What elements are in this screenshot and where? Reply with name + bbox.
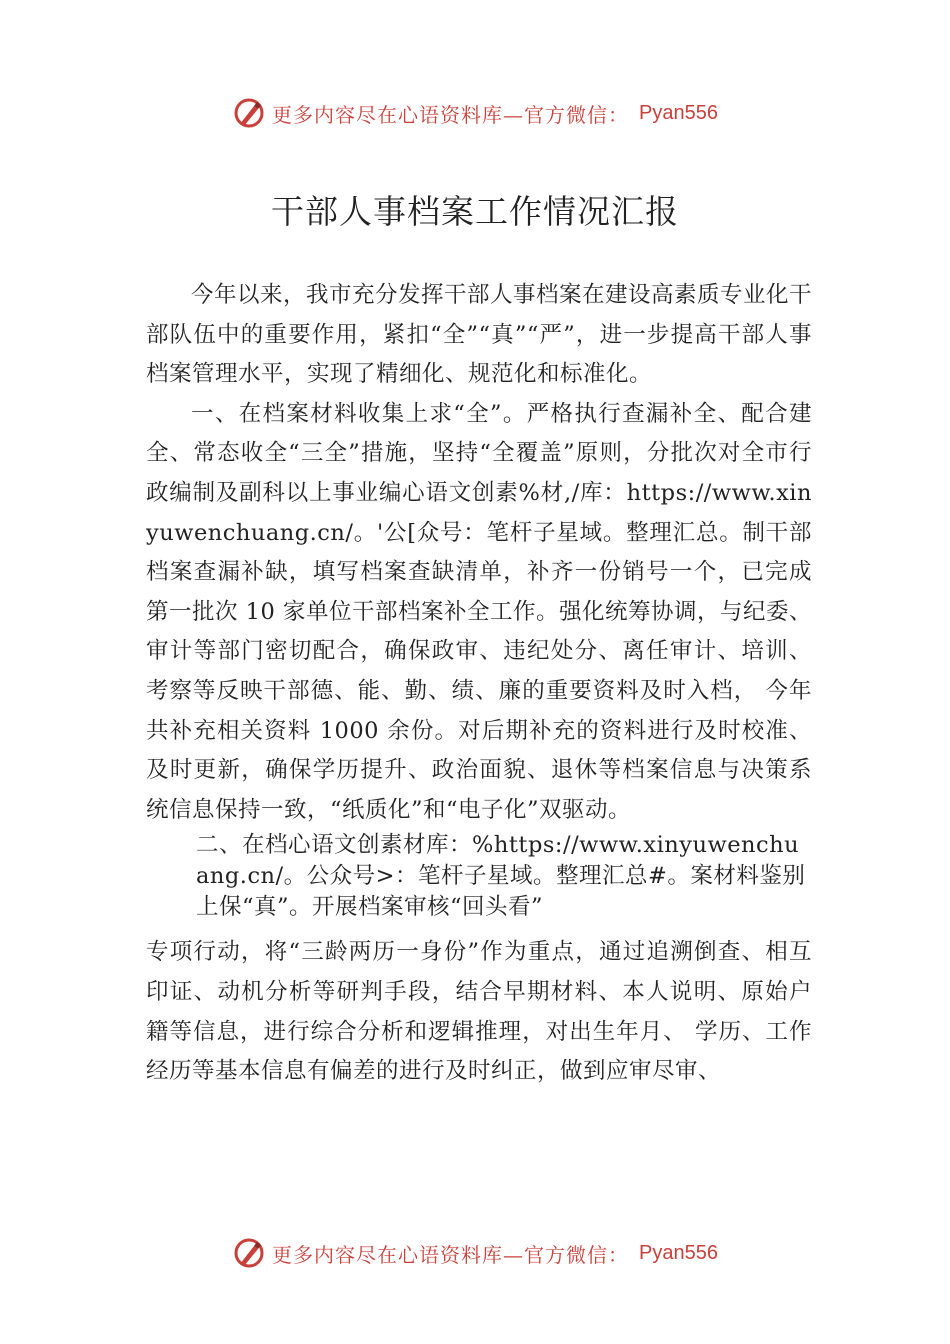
paragraph-intro: 今年以来，我市充分发挥干部人事档案在建设高素质专业化干部队伍中的重要作用，紧扣“全”“真”“严”，进一步提高干部人事档案管理水平，实现了精细化、规范化和标准化。 [146,282,813,388]
watermark-wechat-id: Pyan556 [639,101,718,124]
watermark-wechat-id: Pyan556 [639,1241,718,1264]
footer-watermark [0,1236,950,1270]
paragraph-section1: 一、在档案材料收集上求“全”。严格执行查漏补全、配合建全、常态收全“三全”措施，坚持“全覆盖”原则，分批次对全市行政编制及副科以上事业编心语文创素%材,/库：https://www.xinyuwenchuang.cn/。'公[众号：笔杆子星域。整理汇总。制干部档案查漏补缺，填写档案查缺清单，补齐一份销号一个，已完成第一批次 10 家单位干部档案补全工作。强化统筹协调，与纪委、审计等部门密切配合，确保政审、违纪处分、离任审计、培训、考察等反映干部德、能、勤、绩、廉的重要资料及时入档， 今年共补充相关资料 1000 余份。对后期补充的资料进行及时校准、及时更新，确保学历提升、政治面貌、退休等档案信息与决策系统信息保持一致，“纸质化”和“电子化”双驱动。 [146,400,812,823]
header-watermark [0,96,950,130]
document-body [146,276,812,1092]
paragraph-section2-body: 专项行动，将“三龄两历一身份”作为重点，通过追溯倒查、相互印证、动机分析等研判手段，结合早期材料、本人说明、原始户籍等信息，进行综合分析和逻辑推理，对出生年月、 学历、工作经历等基本信息有偏差的进行及时纠正，做到应审尽审、 [146,939,812,1085]
pen-logo-icon [232,1236,266,1270]
paragraph-section2-heading: 二、在档心语文创素材库：%https://www.xinyuwenchuang.cn/。公众号>：笔杆子星域。整理汇总#。案材料鉴别上保“真”。开展档案审核“回头看” [196,832,806,921]
watermark-text: 更多内容尽在心语资料库—官方微信： [272,102,630,127]
watermark-text: 更多内容尽在心语资料库—官方微信： [272,1242,630,1267]
document-title: 干部人事档案工作情况汇报 [271,192,679,231]
pen-logo-icon [232,96,266,130]
